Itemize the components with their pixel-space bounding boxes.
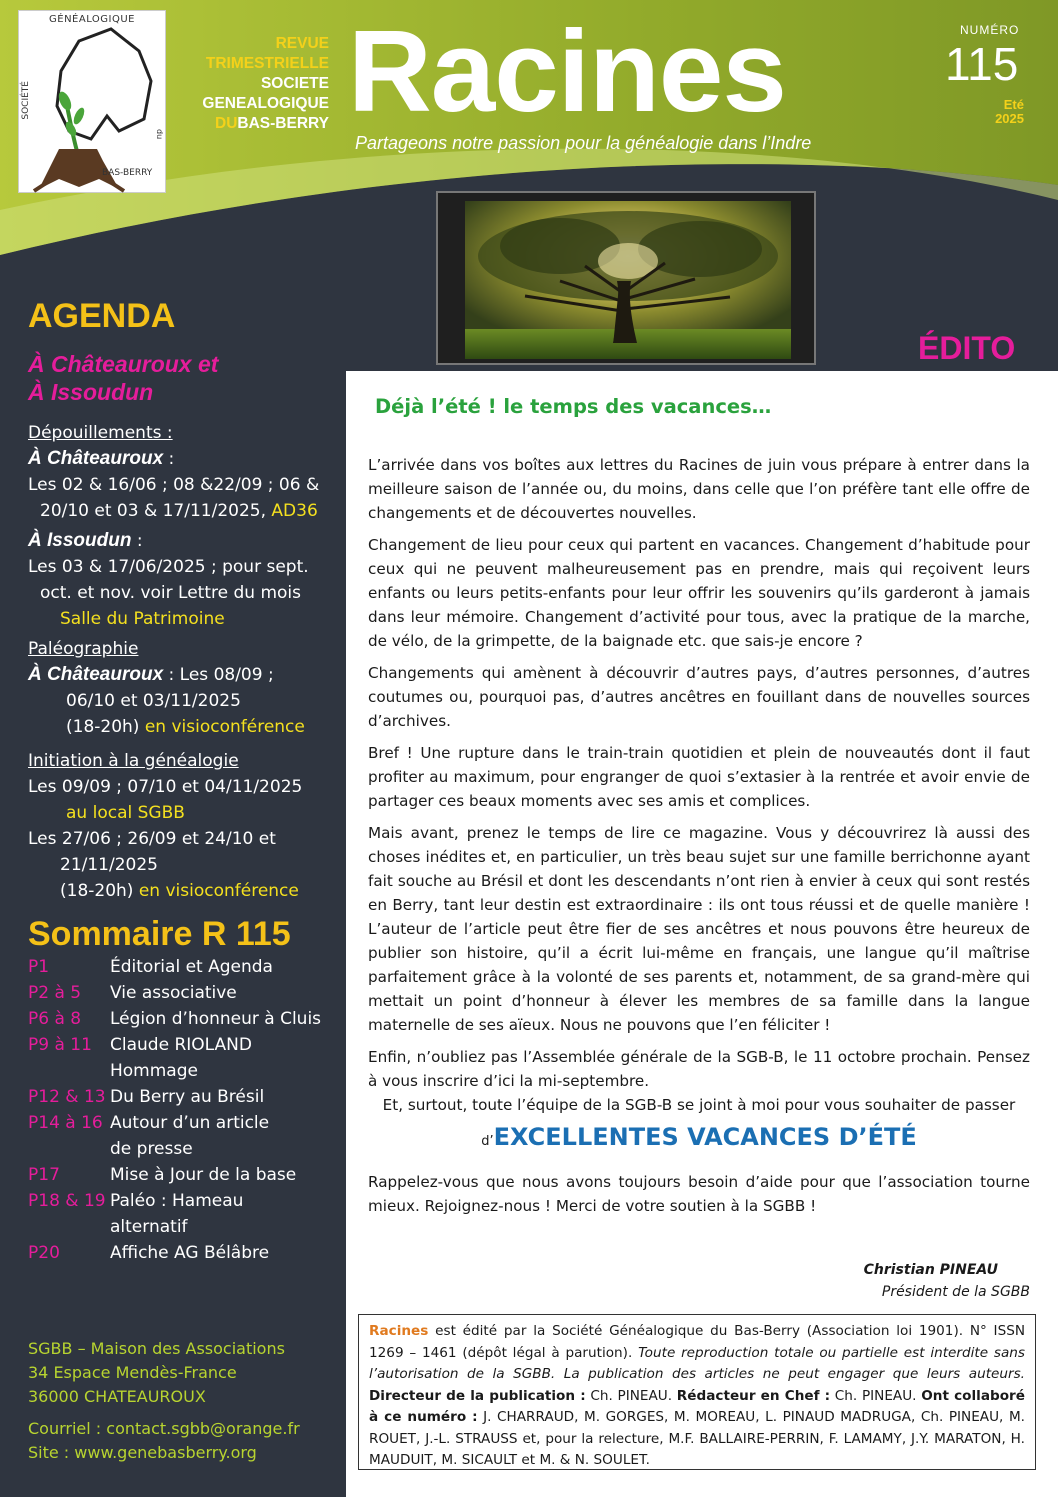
sommaire-page (28, 1136, 110, 1162)
logo-text-societe: SOCIÉTÉ (21, 81, 31, 120)
sommaire-label: Hommage (110, 1061, 198, 1081)
revue-line: REVUE (275, 35, 329, 52)
issue-season-name: Eté (1003, 97, 1024, 112)
sommaire-title: Sommaire R 115 (28, 915, 291, 953)
dates-line: Les 09/09 ; 07/10 et 04/11/2025 (28, 777, 303, 797)
credits-racines: Racines (369, 1323, 429, 1339)
edito-subtitle: Déjà l’été ! le temps des vacances… (375, 395, 772, 418)
sommaire-label: alternatif (110, 1217, 188, 1237)
sommaire-item (28, 1214, 338, 1240)
edito-appeal: Rappelez-vous que nous avons toujours besoin d’aide pour que l’association tourne mieux. Rejoignez-nous ! Merci de votre soutien à la SGBB ! (368, 1173, 1030, 1215)
time-range: (18-20h) (60, 881, 139, 901)
logo-text-bas-berry: BAS-BERRY (102, 168, 153, 178)
sommaire-page: P9 à 11 (28, 1035, 92, 1055)
sommaire-item (28, 954, 338, 980)
ad36-label: AD36 (271, 501, 318, 521)
agenda-location (28, 350, 338, 406)
sommaire-label: Mise à Jour de la base (110, 1165, 297, 1185)
sommaire-page: P17 (28, 1165, 60, 1185)
dates-line: Les 27/06 ; 26/09 et 24/10 et (28, 829, 276, 849)
time-range: (18-20h) (66, 717, 145, 737)
address-line: SGBB – Maison des Associations (28, 1339, 285, 1358)
dates-line: 21/11/2025 (60, 855, 158, 875)
agenda-location-line: À Issoudun (28, 379, 154, 405)
edito-paragraph: Changements qui amènent à découvrir d’autres pays, d’autres personnes, d’autres coutumes ou, pourquoi pas, d’autres ancêtres en fouillant dans de nouvelles sources d’archives. (368, 664, 1030, 730)
colon: : (163, 449, 175, 469)
logo-text-genealogique: GÉNÉALOGIQUE (49, 14, 135, 25)
issue-season (960, 98, 1024, 126)
agenda-sidebar (28, 296, 338, 1266)
edito-closing-line: Et, surtout, toute l’équipe de la SGB-B se joint à moi pour vous souhaiter de passer (382, 1096, 1016, 1114)
logo-text-du: du (155, 129, 164, 140)
issue-year: 2025 (995, 111, 1024, 126)
dates-line: oct. et nov. voir Lettre du mois (40, 583, 302, 603)
magazine-title: Racines (348, 6, 786, 136)
sommaire-label: Paléo : Hameau (110, 1191, 244, 1211)
sommaire-label: Éditorial et Agenda (110, 957, 273, 977)
vacances-heading (368, 1125, 1030, 1154)
sommaire-item (28, 1162, 338, 1188)
city-issoudun: À Issoudun (28, 530, 132, 551)
edito-paragraph: Enfin, n’oubliez pas l’Assemblée générale de la SGB-B, le 11 octobre prochain. Pensez à vous inscrire d’ici la mi-septembre. (368, 1048, 1030, 1090)
dates-line: 20/10 et 03 & 17/11/2025, (40, 501, 272, 521)
address-line: 36000 CHATEAUROUX (28, 1387, 206, 1406)
edito-paragraph: Changement de lieu pour ceux qui partent en vacances. Changement d’habitude pour ceux qui ne peuvent malheureusement pas en prendre, mais qui reçoivent leurs enfants ou leurs petits-enfants pour leur offrir les souvenirs qu’ils garderont à jamais dans leur mémoire. Changement d’activité pour tous, avec la pratique de la marche, de vélo, de la grimpette, de la baignade etc. que sais-je encore ? (368, 536, 1030, 650)
magazine-tagline: Partageons notre passion pour la généalogie dans l’Indre (355, 133, 812, 153)
sommaire-page: P18 & 19 (28, 1191, 106, 1211)
dates-line: 06/10 et 03/11/2025 (66, 691, 241, 711)
sommaire-page: P12 & 13 (28, 1087, 106, 1107)
sommaire-page: P14 à 16 (28, 1113, 103, 1133)
sommaire-item (28, 1136, 338, 1162)
city-chateauroux: À Châteauroux (28, 448, 164, 469)
section-paleographie: Paléographie (28, 639, 139, 659)
revue-description (176, 34, 329, 134)
tree-stump-logo-icon (19, 11, 167, 194)
colon: : (131, 531, 143, 551)
dates-line: Les 02 & 16/06 ; 08 &22/09 ; 06 & (28, 475, 320, 495)
credits-notice: Toute reproduction totale ou partielle est interdite sans l’autorisation de la SGBB. La publication des articles ne peut engager que leurs auteurs. (369, 1344, 1025, 1382)
venue-salle-patrimoine: Salle du Patrimoine (60, 609, 225, 629)
agenda-title: AGENDA (28, 297, 176, 335)
sommaire-item (28, 1058, 338, 1084)
section-depouillements: Dépouillements : (28, 423, 173, 443)
sommaire-label: de presse (110, 1139, 193, 1159)
revue-line: TRIMESTRIELLE (205, 55, 329, 72)
contact-email: Courriel : contact.sgbb@orange.fr (28, 1419, 300, 1438)
sommaire-item (28, 1240, 338, 1266)
venue-local-sgbb: au local SGBB (66, 803, 185, 823)
society-logo (18, 10, 166, 193)
sommaire-item (28, 1032, 338, 1058)
credits-box (358, 1314, 1036, 1470)
sommaire-item (28, 1110, 338, 1136)
sommaire-item (28, 1006, 338, 1032)
revue-line: GENEALOGIQUE (202, 95, 329, 112)
credits-director-label: Directeur de la publication : (369, 1387, 586, 1404)
edito-title: ÉDITO (918, 330, 1016, 366)
credits-contrib-label: Ont collaboré à ce numéro : (369, 1387, 1025, 1425)
edito-body (368, 453, 1030, 1226)
society-address (28, 1337, 338, 1465)
signature-title: Président de la SGBB (881, 1284, 1030, 1300)
edito-paragraph: Bref ! Une rupture dans le train-train quotidien et plein de nouveautés dont il faut profiter au maximum, pour engranger de quoi s’extasier à la rentrée et avoir envie de partager ces beaux moments avec ses amis et complices. (368, 744, 1030, 810)
sommaire-label: Vie associative (110, 983, 237, 1003)
signature (700, 1259, 1030, 1303)
tree-photo (436, 191, 816, 365)
visio-label: en visioconférence (144, 717, 305, 737)
credits-intro: est édité par la Société Généalogique du Bas-Berry (Association loi 1901). N° ISSN 1269 – 1461 (dépôt légal à parution). (369, 1323, 1025, 1361)
edito-paragraph: L’arrivée dans vos boîtes aux lettres du Racines de juin vous prépare à entrer dans la meilleure saison de l’année ou, du moins, dans celle que l’on préfère tant elle offre de changements et de découvertes nouvelles. (368, 456, 1030, 522)
sommaire-page (28, 1058, 110, 1084)
vacances-text: EXCELLENTES VACANCES D’ÉTÉ (493, 1123, 917, 1151)
credits-editor-label: Rédacteur en Chef : (676, 1387, 831, 1404)
sommaire-page: P6 à 8 (28, 1009, 82, 1029)
agenda-location-line: À Châteauroux et (28, 351, 219, 377)
revue-line-du: DU (215, 115, 238, 132)
section-initiation: Initiation à la généalogie (28, 751, 239, 771)
oak-tree-image-icon (465, 201, 791, 359)
signature-name: Christian PINEAU (863, 1262, 998, 1278)
sommaire-label: Autour d’un article (110, 1113, 270, 1133)
issue-number: 115 (945, 38, 1019, 90)
credits-contributors: J. CHARRAUD, M. GORGES, M. MOREAU, L. PINAUD MADRUGA, Ch. PINEAU, M. ROUET, J.-L. STRAUSS et, pour la relecture, M.F. BALLAIRE-PERRIN, F. LAMAMY, J.Y. MARATON, H. MAUDUIT, M. SICAULT et M. & N. SOULET. (369, 1409, 1025, 1468)
credits-editor: Ch. PINEAU. (830, 1387, 917, 1404)
sommaire-label: Claude RIOLAND (110, 1035, 252, 1055)
edito-paragraph: Mais avant, prenez le temps de lire ce magazine. Vous y découvrirez là aussi des choses inédites et, en particulier, un très beau sujet sur une famille berrichonne ayant fait souche au Brésil et dont les descendants n’ont rien à envier à ceux qui sont restés en Berry, tant leur destin est extraordinaire : ils ont tous réussi et de quelle manière ! L’auteur de l’article peut être fier de ses ancêtres et nous pouvons être heureux de publier son histoire, qu’il a écrit lui-même en français, une langue qu’il maîtrise parfaitement grâce à la volonté de ses parents et, notamment, de sa grand-mère qui mettait un point d’honneur à élever les membres de sa famille dans la langue maternelle de ses aïeux. Nous ne pouvons que l’en féliciter ! (368, 824, 1030, 1034)
sommaire-item (28, 1188, 338, 1214)
issue-label: NUMÉRO (960, 23, 1020, 37)
sommaire-item (28, 980, 338, 1006)
sommaire-label: Du Berry au Brésil (110, 1087, 265, 1107)
visio-label: en visioconférence (138, 881, 299, 901)
sommaire-page: P2 à 5 (28, 983, 82, 1003)
sommaire-label: Affiche AG Bélâbre (110, 1243, 270, 1263)
revue-line: SOCIETE (260, 75, 329, 92)
sommaire-label: Légion d’honneur à Cluis (110, 1009, 322, 1029)
address-line: 34 Espace Mendès-France (28, 1363, 237, 1382)
revue-line-bas-berry: BAS-BERRY (237, 115, 329, 132)
credits-director: Ch. PINEAU. (585, 1387, 677, 1404)
sommaire-item (28, 1084, 338, 1110)
sommaire-page (28, 1214, 110, 1240)
dates-line: : Les 08/09 ; (163, 665, 274, 685)
sommaire-page: P20 (28, 1243, 60, 1263)
vacances-prefix: d’ (481, 1134, 494, 1149)
dates-line: Les 03 & 17/06/2025 ; pour sept. (28, 557, 309, 577)
sommaire-list (28, 954, 338, 1266)
sommaire-page: P1 (28, 957, 50, 977)
website: Site : www.genebasberry.org (28, 1443, 257, 1462)
city-chateauroux: À Châteauroux (28, 664, 164, 685)
